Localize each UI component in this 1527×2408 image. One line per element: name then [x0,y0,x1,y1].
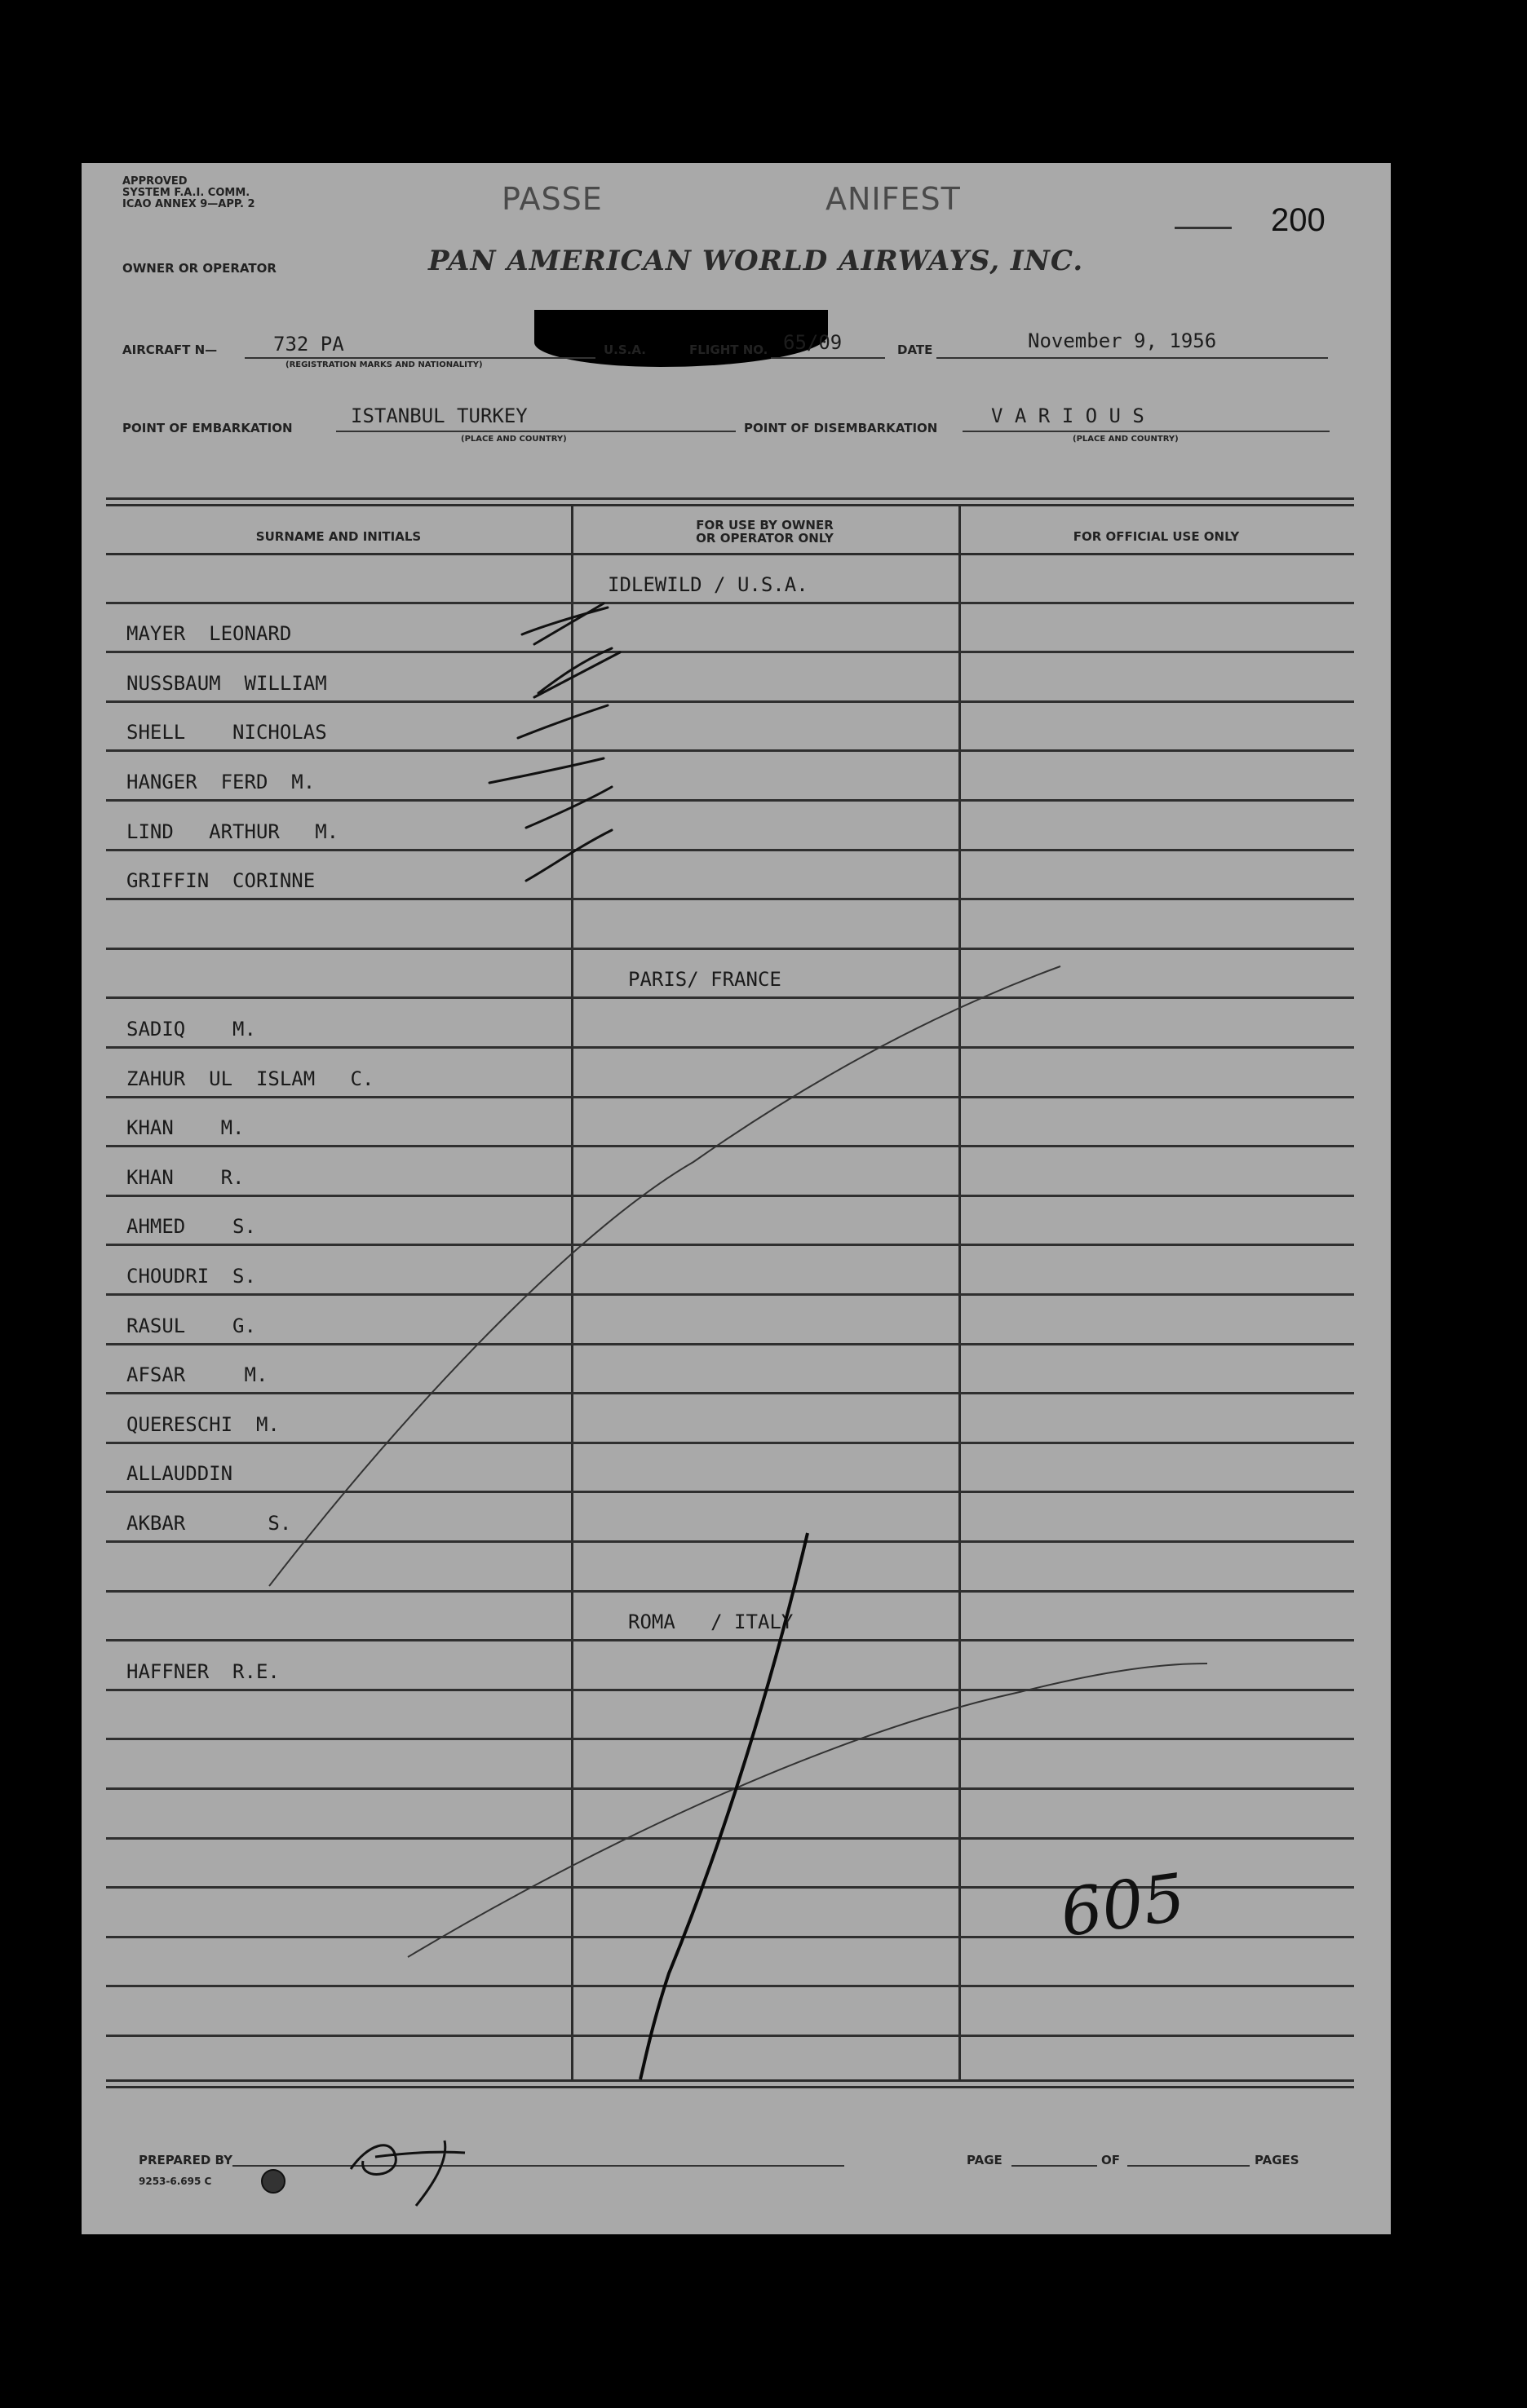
pages-label: PAGES [1255,2153,1299,2167]
checkmark [522,603,608,644]
registration-value: 732 PA [273,333,344,356]
date-value: November 9, 1956 [1028,329,1217,352]
checkmark [526,830,612,881]
form-number: 9253-6.695 C [139,2176,212,2187]
pen-marks [82,163,1391,2234]
passenger-name: HAFFNER R.E. [126,1659,280,1683]
passenger-name: KHAN R. [126,1165,245,1189]
passenger-name: SHELL NICHOLAS [126,721,327,744]
flight-number: 65/09 [783,331,843,354]
passenger-name: AHMED S. [126,1215,256,1239]
disembarkation-caption: (PLACE AND COUNTRY) [1073,435,1179,444]
of-label: OF [1101,2153,1120,2167]
diagonal-strike [408,1664,1207,1957]
title-left: PASSE [502,181,603,217]
flight-label: FLIGHT NO. [689,342,768,357]
date-label: DATE [897,342,933,357]
passenger-name: KHAN M. [126,1116,245,1140]
passenger-name: ZAHUR UL ISLAM C. [126,1067,374,1090]
passenger-name: CHOUDRI S. [126,1264,256,1288]
owner-use-header-line: OR OPERATOR ONLY [696,531,834,546]
title-right: ANIFEST [825,181,961,217]
destination-label: IDLEWILD / U.S.A. [608,572,808,596]
embarkation-label: POINT OF EMBARKATION [122,421,293,435]
approval-line: APPROVED [122,175,188,188]
signature [351,2141,465,2206]
passenger-name: GRIFFIN CORINNE [126,869,316,893]
handwritten-count: 605 [1056,1858,1190,1952]
country-label: U.S.A. [604,342,646,357]
passenger-name: SADIQ M. [126,1017,256,1041]
passenger-name: AFSAR M. [126,1363,268,1387]
owner-use-header-line: FOR USE BY OWNER [696,518,834,532]
disembarkation-value: V A R I O U S [991,404,1144,427]
registration-caption: (REGISTRATION MARKS AND NATIONALITY) [285,360,483,369]
manifest-sheet [82,163,1391,2234]
aircraft-label: AIRCRAFT N— [122,342,218,357]
official-use-header: FOR OFFICIAL USE ONLY [1073,529,1240,544]
approval-line: ICAO ANNEX 9—APP. 2 [122,198,255,210]
approval-line: SYSTEM F.A.I. COMM. [122,187,250,199]
passenger-name: NUSSBAUM WILLIAM [126,671,327,695]
checkmark [526,787,612,828]
airline-name: PAN AMERICAN WORLD AIRWAYS, INC. [428,245,1084,277]
vertical-strike [640,1533,808,2079]
checkmark [518,705,608,738]
embarkation-caption: (PLACE AND COUNTRY) [461,435,567,444]
surname-header: SURNAME AND INITIALS [255,529,422,544]
destination-label: PARIS/ FRANCE [628,968,781,992]
checkmark [489,758,604,783]
passenger-name: ALLAUDDIN [126,1462,233,1486]
passenger-name: QUERESCHI M. [126,1412,280,1436]
checkmark [534,648,620,697]
passenger-name: LIND ARTHUR M. [126,820,339,843]
embarkation-value: ISTANBUL TURKEY [351,404,528,427]
passenger-name: HANGER FERD M. [126,770,316,793]
prepared-by-label: PREPARED BY [139,2153,232,2167]
passenger-name: AKBAR S. [126,1511,292,1535]
diagonal-strike [269,966,1060,1586]
destination-label: ROMA / ITALY [628,1610,794,1634]
passenger-name: RASUL G. [126,1314,256,1337]
owner-label: OWNER OR OPERATOR [122,261,277,276]
passenger-name: MAYER LEONARD [126,622,292,646]
page-number: 200 [1271,202,1326,238]
page-label: PAGE [967,2153,1003,2167]
disembarkation-label: POINT OF DISEMBARKATION [744,421,938,435]
